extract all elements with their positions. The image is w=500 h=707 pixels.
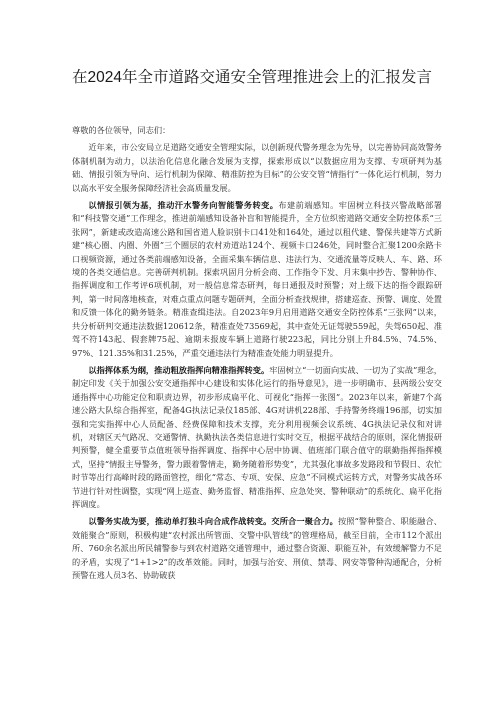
paragraph-intro-text: 近年来，市公安局立足道路交通安全管理实际，以创新现代警务理念为先导，以完善协同高效警务体制机制为动力，以法治化信息化融合发展为支撑，探索形成以“以数据应用为支撑、专项研判为基础、情报引领为导向、运行机制为保障、精准防控为目标”的公安交管“情指行”一体化运行机制，努力以高水平安全服务保障经济社会高质量发展。 xyxy=(72,142,442,193)
paragraph-intro xyxy=(72,141,442,195)
document-body xyxy=(72,124,442,582)
paragraph-intelligence-text: 布建前端感知。牢固树立科技兴警战略部署和“科技警交通”工作理念，推进前端感知设备补盲和智能提升，全方位织密道路交通安全防控体系“三张网”，新建或改造高速公路和国省道人脸识别卡口41处和164处，通过以租代建、警保共建等方式新建“核心圈、内圈、外圈”三个圈层的农村劝道站124个、视频卡口246处，同时整合汇聚1200余路卡口视频资源，通过各类前端感知设备，全面采集车辆信息、违法行为、交通流量等反映人、车、路、环境的各类交通信息。完善研判机制。探索巩固月分析会商、工作指令下发、月末集中抄告、警种协作、指挥调度和工作考评6项机制，对一般信息常态研判，每日通报及时预警；对上级下达的指令跟踪研判，第一时间落地核查，对难点重点问题专题研判，全面分析查找规律，搭建巡查、预警、调度、处置和反馈一体化的勤务链条。精准查缉违法。自2023年9月启用道路交通安全防控体系“三张网”以来，共分析研判交通违法数据120612条，精准查处73569起，其中查处无证驾驶559起，失驾650起、准驾不符143起、假套牌75起、逾期未报废车辆上道路行驶223起，同比分别上升84.5%、74.5%、97%、121.35%和31.25%，严重交通违法行为精准查处能力明显提升。 xyxy=(72,200,442,358)
paragraph-intelligence-lead: 以情报引领为基，推动汗水警务向智能警务转变。 xyxy=(88,200,279,211)
paragraph-combat-text: 按照“警种整合、职能融合、效能聚合”原则，积极构建“农村派出所管面、交警中队管线”的管理格局，截至目前，全市112个派出所、760余名派出所民辅警参与到农村道路交通管理中，通过整合资源、职能互补，有效缓解警力不足的矛盾，实现了“1+1>2”的改革效能。同时，加强与治安、刑侦、禁毒、网安等警种沟通配合，分析预警在逃人员3名、协助破获 xyxy=(72,516,442,580)
paragraph-combat xyxy=(72,515,442,582)
paragraph-command-lead: 以指挥体系为纲，推动粗放指挥向精准指挥转变。 xyxy=(88,364,270,375)
paragraph-combat-lead: 以警务实战为要，推动单打独斗向合成作战转变。交所合一聚合力。 xyxy=(88,516,338,527)
paragraph-command xyxy=(72,364,442,511)
paragraph-intelligence xyxy=(72,199,442,360)
paragraph-command-text: 牢固树立“一切面向实战、一切为了实战”理念，制定印发《关于加强公安交通指挥中心建设和实体化运行的指导意见》，进一步明确市、县两级公安交通指挥中心功能定位和职责边界，初步形成扁平化、可视化“指挥一张图”。2023年以来，新建7个高速公路大队综合指挥室，配备4G执法记录仪185部、4G对讲机228部、手持警务终端196部，切实加强和完实指挥中心人员配备、经费保障和技术支撑，充分利用视频会议系统、4G执法记录仪和对讲机，对辖区天气路况、交通警情、执勤执法各类信息进行实时交互，根据平战结合的原则，深化情报研判预警，健全重要节点值班领导指挥调度、指挥中心居中协调、值班部门联合值守的联勤指挥指挥模式，坚持“情报主导警务，警力跟着警情走，勤务随着形势变”，尤其强化事故多发路段和节假日、农忙时节等出行高峰时段的路面管控，细化“常态、专项、安保、应急”不同模式运转方式，对警务实战各环节进行针对性调整，实现“网上巡查、勤务监督、精准指挥、应急处突、警种联动”的系统化、扁平化指挥调度。 xyxy=(72,364,442,509)
page-title: 在2024年全市道路交通安全管理推进会上的汇报发言 xyxy=(72,69,432,86)
salutation: 尊敬的各位领导，同志们： xyxy=(72,125,171,135)
